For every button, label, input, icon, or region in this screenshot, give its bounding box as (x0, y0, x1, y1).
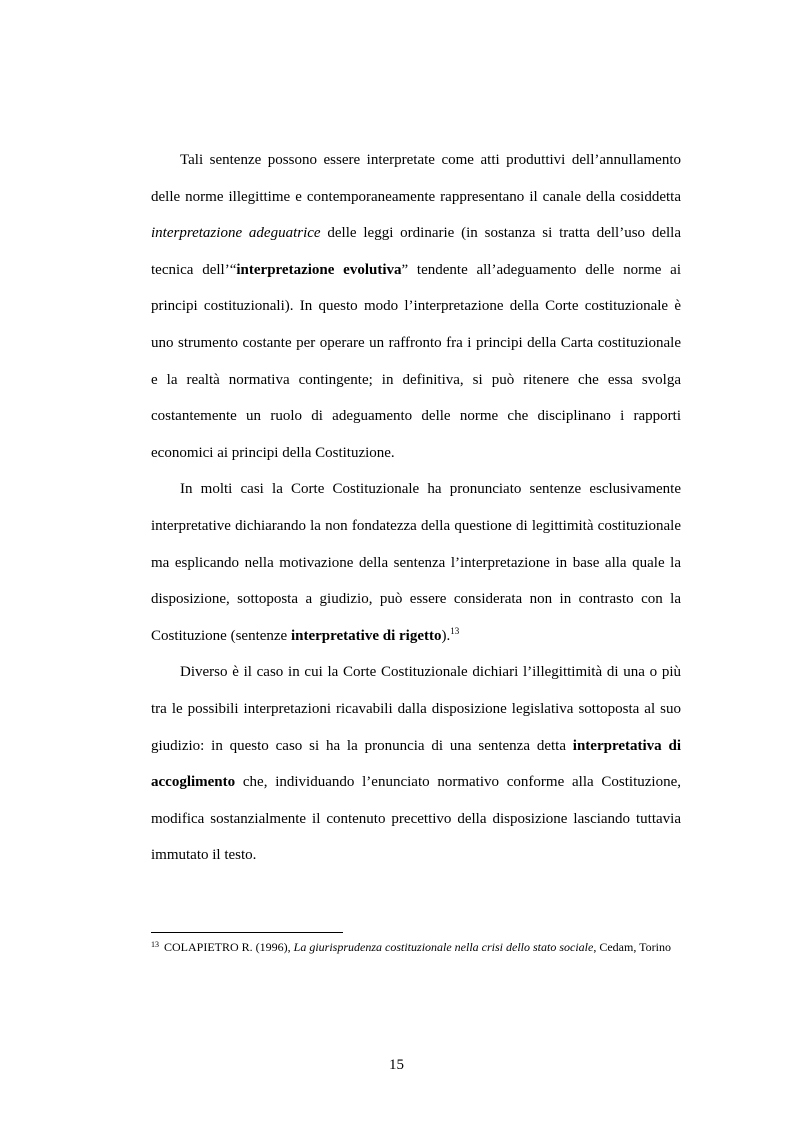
footnote-separator (151, 932, 343, 933)
text-segment: Diverso è il caso in cui la Corte Costituzionale dichiari l’illegittimità di una o più tra le possibili interpretazioni ricavabili dalla disposizione legislativa sottoposta al suo giudizio: in questo caso si ha la pronuncia di una sentenza detta (151, 664, 681, 754)
footnote (151, 939, 681, 956)
body-text (151, 142, 681, 874)
text-segment: interpretative di rigetto (290, 627, 442, 644)
paragraph (151, 654, 681, 874)
footnote-number: 13 (151, 940, 159, 949)
footnote-publisher: , Cedam, Torino (593, 940, 671, 954)
paragraph (151, 471, 681, 654)
footnote-title: La giurisprudenza costituzionale nella crisi dello stato sociale (293, 940, 594, 954)
text-segment: In molti casi la Corte Costituzionale ha pronunciato sentenze esclusivamente interpretative dichiarando la non fondatezza della questione di legittimità costituzionale ma esplicando nella motivazione della sentenza l’interpretazione in base alla quale la disposizione, sottoposta a giudizio, può essere considerata non in contrasto con la Costituzione (sentenze (151, 481, 681, 644)
text-segment: interpretativa di accoglimento (151, 737, 681, 791)
footnote-author: COLAPIETRO R. (1996), (164, 940, 294, 954)
text-segment: ). (441, 627, 451, 644)
text-segment: Tali sentenze possono essere interpretate come atti produttivi dell’annullamento delle norme illegittime e contemporaneamente rappresentano il canale della cosiddetta (151, 152, 681, 205)
paragraph (151, 142, 681, 471)
page-number: 15 (389, 1057, 404, 1073)
text-segment: ” tendente all’adeguamento delle norme ai principi costituzionali). In questo modo l’interpretazione della Corte costituzionale è uno strumento costante per operare un raffronto fra i principi della Carta costituzionale e la realtà normativa contingente; in definitiva, si può ritenere che essa svolga costantemente un ruolo di adeguamento delle norme che disciplinano i rapporti economici ai principi della Costituzione. (151, 261, 681, 461)
text-segment: interpretazione evolutiva (236, 261, 402, 278)
footnote-reference: 13 (450, 625, 460, 636)
text-segment: interpretazione adeguatrice (151, 225, 321, 242)
text-segment: delle leggi ordinarie (in sostanza si tratta dell’uso della tecnica dell’“ (151, 225, 682, 278)
text-segment: che, individuando l’enunciato normativo conforme alla Costituzione, modifica sostanzialmente il contenuto precettivo della disposizione lasciando tuttavia immutato il testo. (151, 774, 681, 864)
